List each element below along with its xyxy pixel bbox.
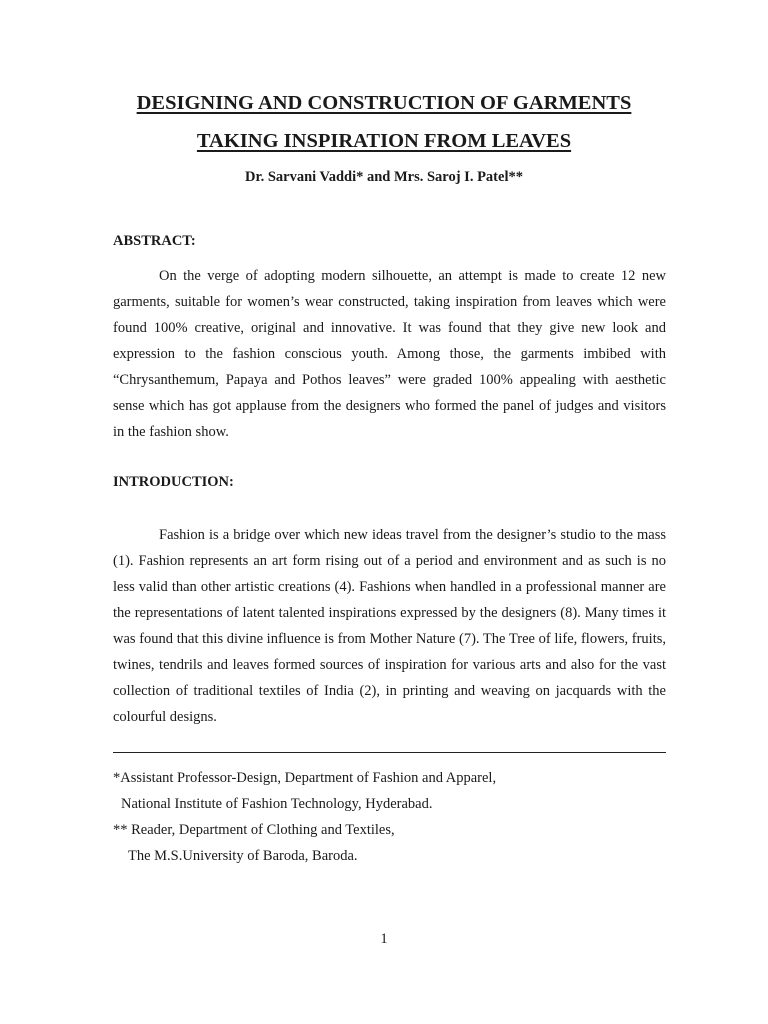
abstract-paragraph: On the verge of adopting modern silhouette, an attempt is made to create 12 new garments, suitable for women’s wear constructed, taking inspiration from leaves which were found 100% creative, original and innovative. It was found that they give new look and expression to the fashion conscious youth. Among those, the garments imbibed with “Chrysanthemum, Papaya and Pothos leaves” were graded 100% appealing with aesthetic sense which has got applause from the designers who formed the panel of judges and visitors in the fashion show. — [113, 268, 666, 440]
introduction-heading: INTRODUCTION: — [113, 474, 234, 490]
footnote-line-1: *Assistant Professor-Design, Department of Fashion and Apparel, — [113, 770, 497, 786]
footnote-line-3: ** Reader, Department of Clothing and Textiles, — [113, 822, 395, 838]
footnote-line-4: The M.S.University of Baroda, Baroda. — [128, 848, 358, 864]
introduction-paragraph: Fashion is a bridge over which new ideas travel from the designer’s studio to the mass (1). Fashion represents an art form rising out of a period and environment and as such is no less valid than other artistic creations (4). Fashions when handled in a professional manner are the representations of latent talented inspirations expressed by the designers (8). Many times it was found that this divine influence is from Mother Nature (7). The Tree of life, flowers, fruits, twines, tendrils and leaves formed sources of inspiration for various arts and also for the vast collection of traditional textiles of India (2), in printing and weaving on jacquards with the colourful designs. — [113, 527, 666, 725]
paper-title-line-1: DESIGNING AND CONSTRUCTION OF GARMENTS — [136, 92, 632, 114]
footnote-line-2: National Institute of Fashion Technology, Hyderabad. — [121, 796, 433, 812]
paper-title-line-2: TAKING INSPIRATION FROM LEAVES — [196, 130, 572, 152]
author-line: Dr. Sarvani Vaddi* and Mrs. Saroj I. Patel** — [245, 169, 523, 185]
footnote-divider — [113, 752, 666, 753]
abstract-heading: ABSTRACT: — [113, 233, 196, 249]
page-number: 1 — [380, 931, 388, 947]
